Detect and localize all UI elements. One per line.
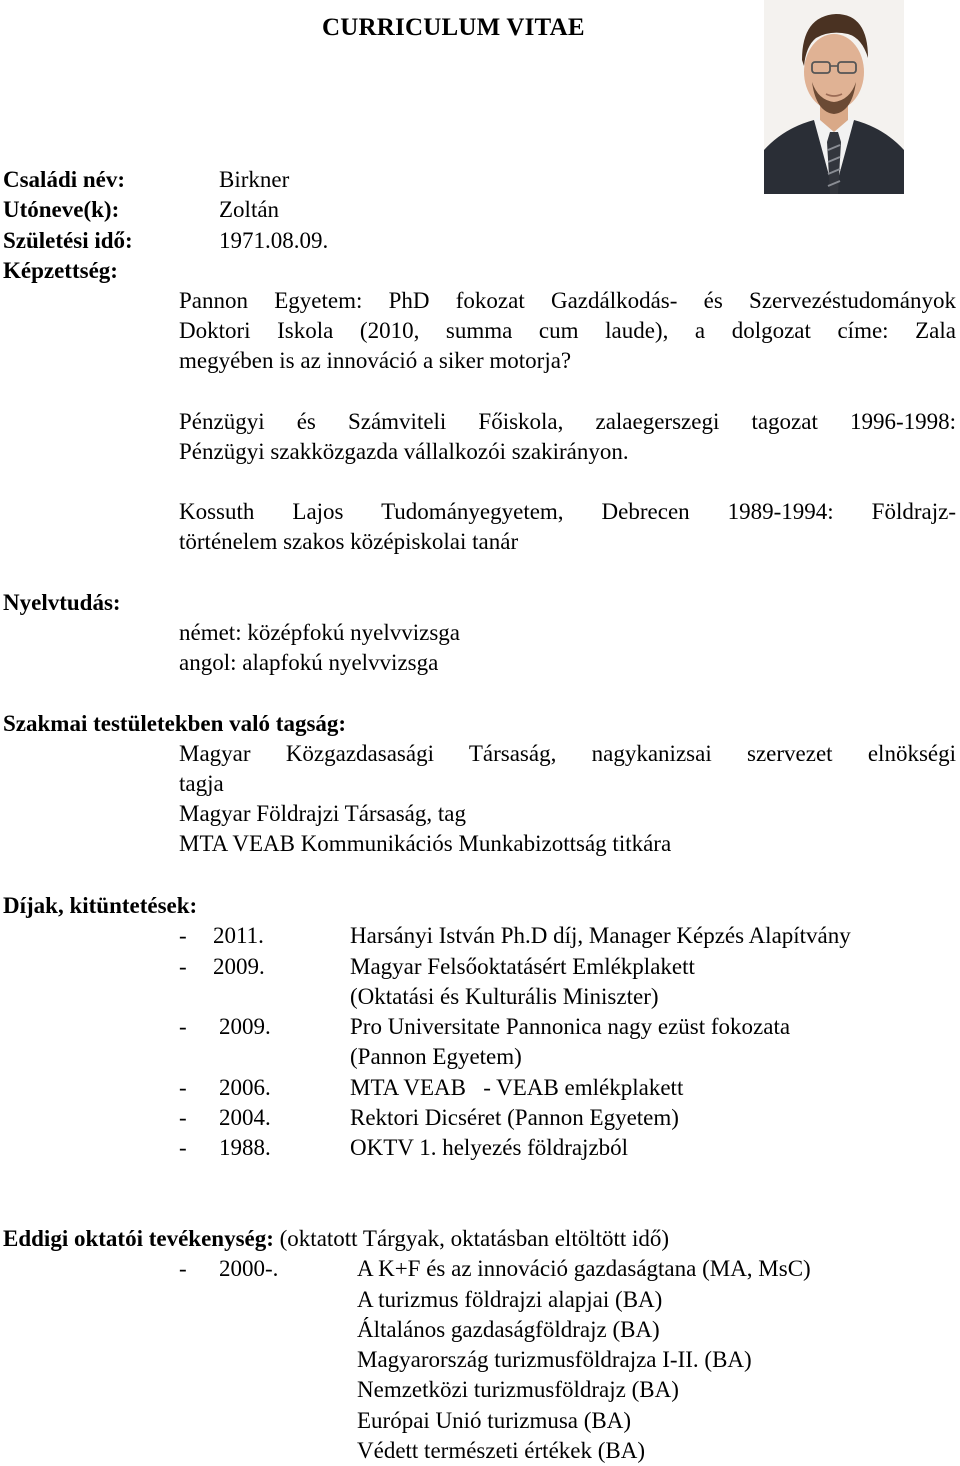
course-item: Nemzetközi turizmusföldrajz (BA) — [357, 1377, 679, 1402]
award-year: 2004. — [219, 1105, 271, 1130]
course-item: Általános gazdaságföldrajz (BA) — [357, 1317, 660, 1342]
membership-line: tagja — [179, 771, 224, 796]
membership-line: MTA VEAB Kommunikációs Munkabizottság titkára — [179, 831, 672, 856]
education-item-university — [179, 497, 956, 557]
memberships-label: Szakmai testületekben való tagság: — [3, 711, 347, 736]
course-item: Védett természeti értékek (BA) — [357, 1438, 646, 1463]
teaching-dash: - — [179, 1256, 187, 1281]
award-year: 2009. — [219, 1014, 271, 1039]
award-text: Magyar Felsőoktatásért Emlékplakett — [350, 954, 695, 979]
family-name-label: Családi név: — [3, 167, 126, 192]
education-item-college — [179, 407, 956, 467]
memberships-list — [179, 739, 956, 859]
education-line: Kossuth Lajos Tudományegyetem, Debrecen 1989-1994: Földrajz- — [179, 499, 956, 524]
document-title: CURRICULUM VITAE — [322, 14, 585, 41]
award-dash: - — [179, 1014, 187, 1039]
award-text-detail: (Oktatási és Kulturális Miniszter) — [350, 984, 659, 1009]
award-year: 1988. — [219, 1135, 271, 1160]
award-year: 2009. — [213, 954, 265, 979]
award-text: Rektori Dicséret (Pannon Egyetem) — [350, 1105, 679, 1130]
teaching-year: 2000-. — [219, 1256, 279, 1281]
language-item: angol: alapfokú nyelvvizsga — [179, 650, 439, 675]
membership-line: Magyar Közgazdasasági Társaság, nagykanizsai szervezet elnökségi — [179, 741, 956, 766]
given-name-label: Utóneve(k): — [3, 197, 120, 222]
education-item-phd — [179, 286, 956, 376]
education-line: Doktori Iskola (2010, summa cum laude), a dolgozat címe: Zala — [179, 318, 956, 343]
portrait-photo — [764, 0, 904, 194]
award-year: 2011. — [213, 923, 264, 948]
membership-line: Magyar Földrajzi Társaság, tag — [179, 801, 466, 826]
family-name-value: Birkner — [219, 167, 290, 192]
course-item: A K+F és az innováció gazdaságtana (MA, MsC) — [357, 1256, 811, 1281]
teaching-heading — [3, 1224, 669, 1254]
award-dash: - — [179, 1105, 187, 1130]
award-text: Pro Universitate Pannonica nagy ezüst fokozata — [350, 1014, 791, 1039]
education-line: Pénzügyi és Számviteli Főiskola, zalaegerszegi tagozat 1996-1998: — [179, 409, 956, 434]
course-item: Magyarország turizmusföldrajza I-II. (BA) — [357, 1347, 752, 1372]
award-dash: - — [179, 1135, 187, 1160]
languages-label: Nyelvtudás: — [3, 590, 121, 615]
award-text-detail: (Pannon Egyetem) — [350, 1044, 522, 1069]
teaching-label-note: (oktatott Tárgyak, oktatásban eltöltött idő) — [279, 1226, 670, 1251]
given-name-value: Zoltán — [219, 197, 280, 222]
course-item: Európai Unió turizmusa (BA) — [357, 1408, 632, 1433]
award-text: Harsányi István Ph.D díj, Manager Képzés Alapítvány — [350, 923, 851, 948]
birth-date-label: Születési idő: — [3, 228, 133, 253]
award-dash: - — [179, 954, 187, 979]
education-line: történelem szakos középiskolai tanár — [179, 529, 519, 554]
course-item: A turizmus földrajzi alapjai (BA) — [357, 1287, 663, 1312]
award-text: MTA VEAB - VEAB emlékplakett — [350, 1075, 684, 1100]
education-line: megyében is az innováció a siker motorja? — [179, 348, 572, 373]
award-text: OKTV 1. helyezés földrajzból — [350, 1135, 629, 1160]
teaching-label: Eddigi oktatói tevékenység: — [3, 1226, 274, 1251]
education-line: Pannon Egyetem: PhD fokozat Gazdálkodás- és Szervezéstudományok — [179, 288, 956, 313]
education-line: Pénzügyi szakközgazda vállalkozói szakirányon. — [179, 439, 629, 464]
education-label: Képzettség: — [3, 258, 118, 283]
award-year: 2006. — [219, 1075, 271, 1100]
language-item: német: középfokú nyelvvizsga — [179, 620, 461, 645]
award-dash: - — [179, 923, 187, 948]
awards-label: Díjak, kitüntetések: — [3, 893, 198, 918]
award-dash: - — [179, 1075, 187, 1100]
birth-date-value: 1971.08.09. — [219, 228, 329, 253]
